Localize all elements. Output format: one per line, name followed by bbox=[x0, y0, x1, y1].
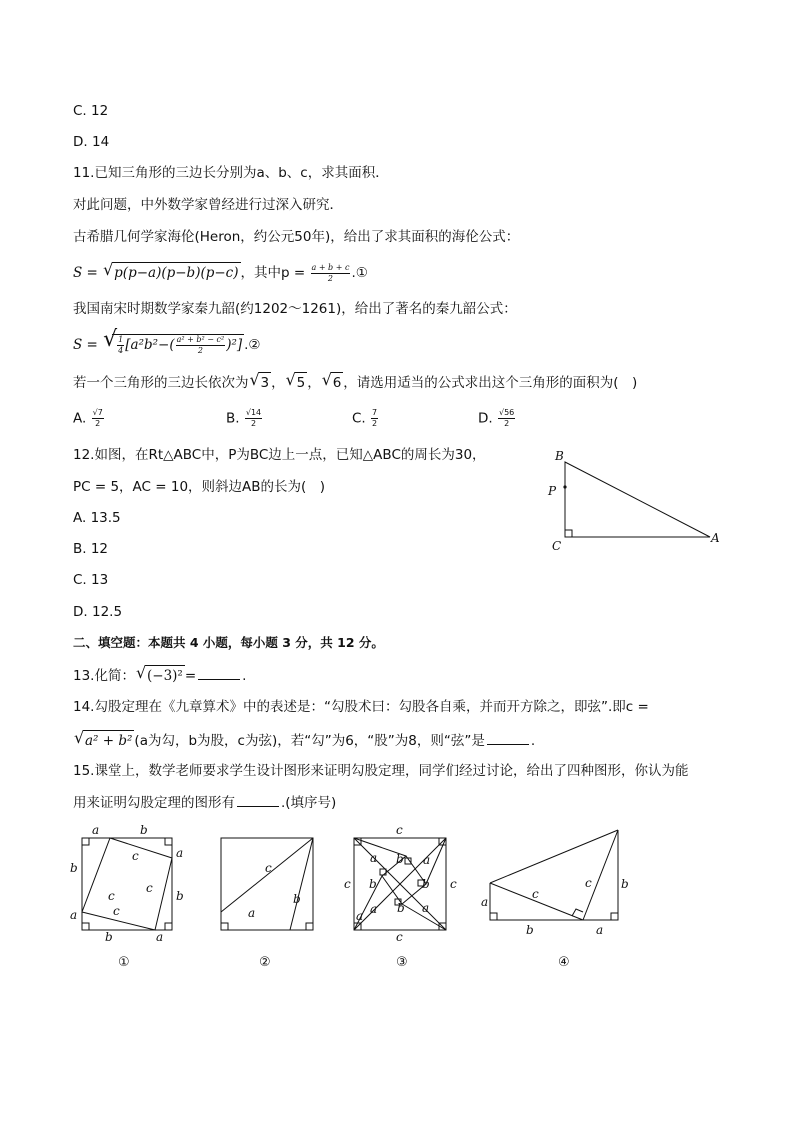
q13 bbox=[73, 665, 246, 686]
q11-option-d-label: D. bbox=[478, 410, 493, 427]
q11-option-c bbox=[352, 408, 379, 429]
figure-3 bbox=[344, 823, 457, 970]
heron-sqrt: √ p(p−a)(p−b)(p−c) bbox=[103, 260, 239, 281]
fig3-caption: ③ bbox=[396, 955, 408, 970]
fig4-caption: ④ bbox=[558, 955, 570, 970]
fig1-b-bottom: b bbox=[105, 930, 113, 944]
q12-option-d: D. 12.5 bbox=[73, 604, 123, 620]
qin-frac1 bbox=[117, 335, 124, 356]
fig4-c-1: c bbox=[532, 887, 539, 901]
label-p: P bbox=[548, 484, 557, 498]
q13-pre: 13.化简： bbox=[73, 668, 135, 684]
q11-option-c-label: C. bbox=[352, 410, 366, 427]
heron-mid: ，其中p = bbox=[240, 265, 306, 281]
heron-formula bbox=[73, 262, 368, 284]
side1: 3 bbox=[259, 372, 272, 393]
qin-den1: 4 bbox=[118, 346, 124, 355]
fig1-b-top: b bbox=[140, 823, 148, 837]
q11-stem: 11.已知三角形的三边长分别为a、b、c，求其面积． bbox=[73, 165, 389, 181]
q11-option-d bbox=[478, 408, 516, 429]
fig3-a-4: a bbox=[370, 902, 378, 916]
q11-option-b bbox=[226, 408, 263, 429]
qin-frac2 bbox=[176, 335, 226, 356]
fig3-c-top: c bbox=[396, 823, 403, 837]
label-b: B bbox=[555, 449, 564, 463]
heron-s: S = bbox=[73, 265, 98, 281]
triangle-abc bbox=[565, 462, 710, 537]
q12-option-c: C. 13 bbox=[73, 572, 109, 588]
qin-num1: 1 bbox=[118, 335, 124, 344]
fig1-c-3: c bbox=[108, 889, 115, 903]
q14-line1: 14.勾股定理在《九章算术》中的表述是：“勾股术曰：勾股各自乘，并而开方除之，即弦”.即c = bbox=[73, 699, 649, 715]
qin-s: S = bbox=[73, 337, 98, 353]
figure-4 bbox=[481, 830, 629, 970]
q12-triangle-figure bbox=[540, 445, 725, 555]
side2-sqrt: √ 5 bbox=[285, 370, 306, 391]
fig2-caption: ② bbox=[259, 955, 271, 970]
side3: 6 bbox=[331, 372, 344, 393]
q13-sqrt: √ (−3)² bbox=[135, 663, 183, 684]
q11-option-a-label: A. bbox=[73, 410, 87, 427]
side1-sqrt: √ 3 bbox=[249, 370, 270, 391]
q13-end: . bbox=[242, 668, 247, 684]
side3-sqrt: √ 6 bbox=[321, 370, 342, 391]
q14-line2 bbox=[73, 730, 535, 751]
qin-mid: [a²b²−( bbox=[125, 337, 175, 353]
point-p bbox=[563, 485, 566, 488]
figure-1 bbox=[70, 823, 184, 970]
heron-den: 2 bbox=[327, 273, 334, 283]
q14-answer-blank[interactable] bbox=[487, 730, 529, 745]
fig3-c-bottom: c bbox=[396, 930, 403, 944]
fig3-b-3: b bbox=[422, 877, 430, 891]
q11-option-b-frac: $\frac{√14}{2}$ bbox=[245, 408, 262, 428]
right-angle-mark bbox=[565, 530, 572, 537]
q11-option-b-rad: 14 bbox=[250, 408, 262, 417]
fig1-b-left: b bbox=[70, 861, 78, 875]
fig2-b: b bbox=[293, 892, 301, 906]
q11-option-a bbox=[73, 408, 105, 429]
q11-option-b-label: B. bbox=[226, 410, 240, 427]
heron-mark: .① bbox=[351, 265, 368, 281]
fig3-a-5: a bbox=[422, 901, 430, 915]
q13-radicand: (−3)² bbox=[145, 665, 185, 686]
fig3-c-left: c bbox=[344, 877, 351, 891]
fig3-a-2: a bbox=[423, 853, 431, 867]
fig2-c: c bbox=[265, 861, 272, 875]
fig3-c-right: c bbox=[450, 877, 457, 891]
q13-answer-blank[interactable] bbox=[198, 665, 240, 680]
qin-mark: .② bbox=[244, 337, 261, 353]
q11-question-pre: 若一个三角形的三边长依次为 bbox=[73, 375, 249, 391]
q11-question: 若一个三角形的三边长依次为 √ 3 ， √ 5 ， √ 6 ，请选用适当的公式求出这个三角形的面积为( ) bbox=[73, 370, 638, 391]
heron-radicand: p(p−a)(p−b)(p−c) bbox=[112, 262, 240, 283]
q12-option-b: B. 12 bbox=[73, 541, 109, 557]
q14-line2-text: (a为勾，b为股，c为弦)，若“勾”为6，“股”为8，则“弦”是 bbox=[134, 733, 485, 749]
q11-option-a-den: 2 bbox=[95, 419, 101, 428]
fig2-a: a bbox=[248, 906, 256, 920]
fig1-caption: ① bbox=[118, 955, 130, 970]
label-a: A bbox=[711, 531, 720, 545]
fig1-c-4: c bbox=[113, 904, 120, 918]
heron-num: a + b + c bbox=[311, 262, 350, 272]
fig4-c-2: c bbox=[585, 876, 592, 890]
q10-option-c: C. 12 bbox=[73, 103, 109, 119]
fig1-c-1: c bbox=[132, 849, 139, 863]
fig1-inner-square bbox=[82, 838, 172, 930]
q11-option-b-den: 2 bbox=[250, 419, 257, 428]
q15-line2-text: 用来证明勾股定理的图形有 bbox=[73, 795, 235, 811]
fig3-b-2: b bbox=[369, 877, 377, 891]
q13-equals: = bbox=[184, 668, 197, 684]
qin-end: )²] bbox=[226, 337, 243, 353]
q11-question-post: ，请选用适当的公式求出这个三角形的面积为( ) bbox=[343, 375, 638, 391]
fig3-b-4: b bbox=[397, 901, 405, 915]
q12-line1: 12.如图，在Rt△ABC中，P为BC边上一点，已知△ABC的周长为30， bbox=[73, 447, 486, 463]
fig2-square bbox=[221, 838, 313, 930]
qin-num2: a² + b² − c² bbox=[176, 335, 225, 344]
q11-option-a-rad: 7 bbox=[97, 408, 103, 417]
fig1-b-right: b bbox=[176, 889, 184, 903]
fig3-a-1: a bbox=[370, 851, 378, 865]
fig4-a-left: a bbox=[481, 895, 489, 909]
q11-option-c-frac bbox=[371, 408, 378, 429]
q12-line2: PC = 5，AC = 10，则斜边AB的长为( ) bbox=[73, 479, 326, 495]
q11-option-d-frac: $\frac{√56}{2}$ bbox=[498, 408, 515, 428]
q11-option-d-den: 2 bbox=[504, 419, 510, 428]
fig3-a-3: a bbox=[356, 909, 364, 923]
fig4-b-bottom: b bbox=[526, 923, 534, 937]
q15-line2-end: .(填序号) bbox=[281, 795, 337, 811]
q15-answer-blank[interactable] bbox=[237, 792, 279, 807]
section-2-heading: 二、填空题：本题共 4 小题，每小题 3 分，共 12 分。 bbox=[73, 635, 384, 650]
q11-option-a-frac: $\frac{√7}{2}$ bbox=[92, 408, 103, 428]
fig1-a-top: a bbox=[92, 823, 100, 837]
q11-line5: 我国南宋时期数学家秦九韶(约1202～1261)，给出了著名的秦九韶公式： bbox=[73, 301, 517, 317]
qin-den2: 2 bbox=[197, 346, 203, 355]
figure-2 bbox=[221, 838, 313, 970]
q15-line1: 15.课堂上，数学老师要求学生设计图形来证明勾股定理，同学们经过讨论，给出了四种图形，你认为能 bbox=[73, 763, 689, 779]
q15-figures bbox=[60, 820, 700, 975]
fig4-a-bottom: a bbox=[596, 923, 604, 937]
fig1-c-2: c bbox=[146, 881, 153, 895]
q14-end: . bbox=[530, 733, 536, 749]
q11-line3: 古希腊几何学家海伦(Heron，约公元50年)，给出了求其面积的海伦公式： bbox=[73, 229, 520, 245]
qin-formula bbox=[73, 327, 261, 360]
q11-line2: 对此问题，中外数学家曾经进行过深入研究． bbox=[73, 197, 343, 213]
q10-option-d: D. 14 bbox=[73, 134, 110, 150]
q11-option-c-num: 7 bbox=[372, 408, 378, 417]
side2: 5 bbox=[295, 372, 308, 393]
q11-option-c-den: 2 bbox=[372, 419, 378, 428]
fig1-a-bottom: a bbox=[156, 930, 164, 944]
q11-option-d-rad: 56 bbox=[504, 408, 515, 417]
fig4-b-right: b bbox=[621, 877, 629, 891]
q15-line2 bbox=[73, 792, 336, 813]
fig3-b-1: b bbox=[396, 852, 404, 866]
heron-fraction bbox=[311, 263, 351, 284]
q14-radicand: a² + b² bbox=[83, 730, 134, 751]
fig1-a-left: a bbox=[70, 908, 78, 922]
label-c: C bbox=[552, 539, 562, 553]
q14-sqrt: √ a² + b² bbox=[74, 728, 133, 749]
fig1-a-right: a bbox=[176, 846, 184, 860]
qin-sqrt: √ $\frac{1}{4}$ [a²b²−( $\frac{\text{a² + b² − c²}}{2}$ )²] bbox=[103, 327, 243, 355]
q12-option-a: A. 13.5 bbox=[73, 510, 121, 526]
